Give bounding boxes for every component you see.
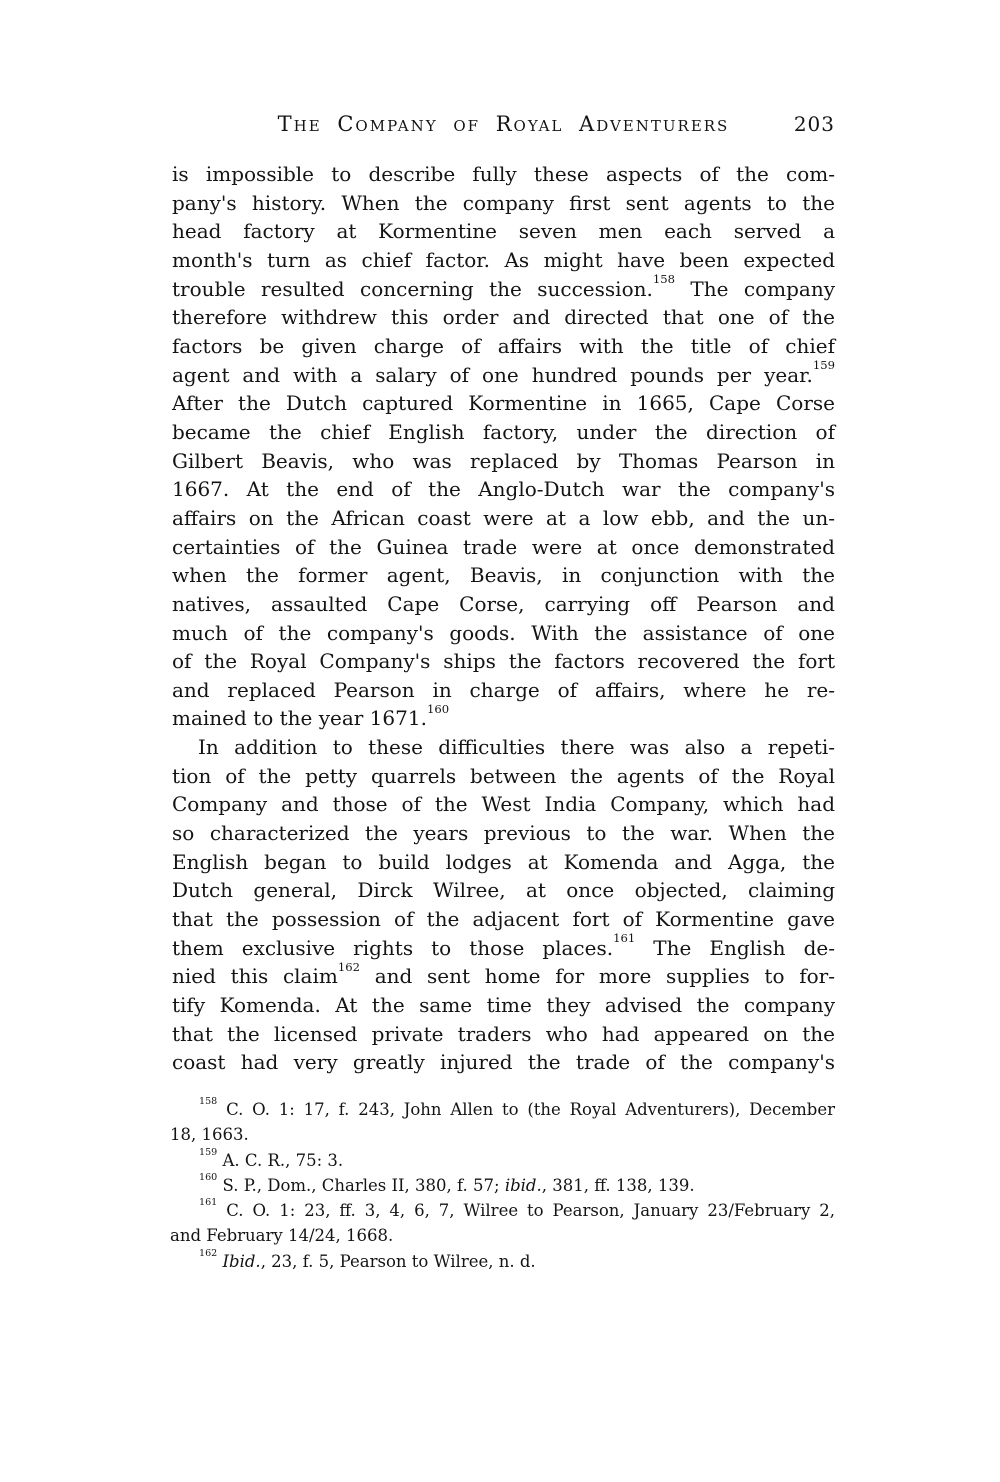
footnote-line: $^{162}$ Ibid., 23, f. 5, Pearson to Wilree, n. d. (199, 1247, 536, 1271)
text-line: when the former agent, Beavis, in conjunction with the (172, 563, 835, 588)
text-line: so characterized the years previous to the war. When the (172, 821, 835, 846)
text-line: is impossible to describe fully these aspects of the com- (172, 162, 835, 186)
text-line: certainties of the Guinea trade were at once demonstrated (172, 534, 835, 559)
footnote-line: $^{159}$ A. C. R., 75: 3. (199, 1146, 344, 1170)
text-line: trouble resulted concerning the succession.$^{158}$ The company (172, 271, 835, 301)
text-line: Dutch general, Dirck Wilree, at once objected, claiming (172, 878, 835, 903)
text-line: that the possession of the adjacent fort of Kormentine gave (172, 907, 835, 932)
text-line: of the Royal Company's ships the factors recovered the fort (172, 649, 835, 674)
text-line: coast had very greatly injured the trade of the company's (172, 1050, 835, 1075)
text-line: factors be given charge of affairs with the title of chief (172, 333, 835, 358)
text-line: pany's history. When the company first sent agents to the (172, 190, 835, 215)
text-line: In addition to these difficulties there was also a repeti- (198, 735, 835, 760)
text-line: mained to the year 1671.$^{160}$ (172, 701, 450, 731)
text-line: English began to build lodges at Komenda and Agga, the (172, 849, 835, 874)
text-line: therefore withdrew this order and directed that one of the (172, 305, 835, 330)
footnote-line: 18, 1663. (170, 1125, 249, 1145)
text-line: month's turn as chief factor. As might have been expected (172, 247, 835, 272)
text-line: affairs on the African coast were at a low ebb, and the un- (172, 505, 835, 530)
text-line: much of the company's goods. With the assistance of one (172, 620, 835, 645)
text-line: and replaced Pearson in charge of affairs, where he re- (172, 677, 835, 702)
text-line: head factory at Kormentine seven men each served a (172, 219, 835, 244)
footnote-line: and February 14/24, 1668. (170, 1226, 394, 1246)
footnote-line: $^{160}$ S. P., Dom., Charles II, 380, f. 57; ibid., 381, ff. 138, 139. (199, 1172, 695, 1195)
text-line: Company and those of the West India Company, which had (172, 792, 835, 817)
running-head (172, 112, 835, 142)
text-line: natives, assaulted Cape Corse, carrying off Pearson and (172, 591, 835, 616)
text-line: 1667. At the end of the Anglo-Dutch war the company's (172, 477, 835, 502)
footnote-line: $^{161}$ C. O. 1: 23, ff. 3, 4, 6, 7, Wilree to Pearson, January 23/February 2, (199, 1197, 835, 1221)
page-number: 203 (793, 112, 835, 136)
text-line: became the chief English factory, under the direction of (172, 419, 835, 444)
footnotes (170, 1097, 835, 1274)
text-line: After the Dutch captured Kormentine in 1665, Cape Corse (172, 391, 835, 416)
footnote-line: $^{158}$ C. O. 1: 17, f. 243, John Allen to (the Royal Adventurers), December (199, 1096, 835, 1119)
text-line: nied this claim$^{162}$ and sent home for more supplies to for- (172, 959, 835, 989)
running-title: The Company of Royal Adventurers (277, 112, 730, 136)
text-line: them exclusive rights to those places.$^{161}$ The English de- (172, 930, 835, 960)
text-line: tify Komenda. At the same time they advised the company (172, 993, 835, 1018)
body-text (172, 160, 835, 1077)
text-line: Gilbert Beavis, who was replaced by Thomas Pearson in (172, 448, 835, 473)
text-line: tion of the petty quarrels between the agents of the Royal (172, 763, 835, 788)
text-line: that the licensed private traders who had appeared on the (172, 1021, 835, 1046)
text-line: agent and with a salary of one hundred pounds per year.$^{159}$ (172, 357, 835, 387)
